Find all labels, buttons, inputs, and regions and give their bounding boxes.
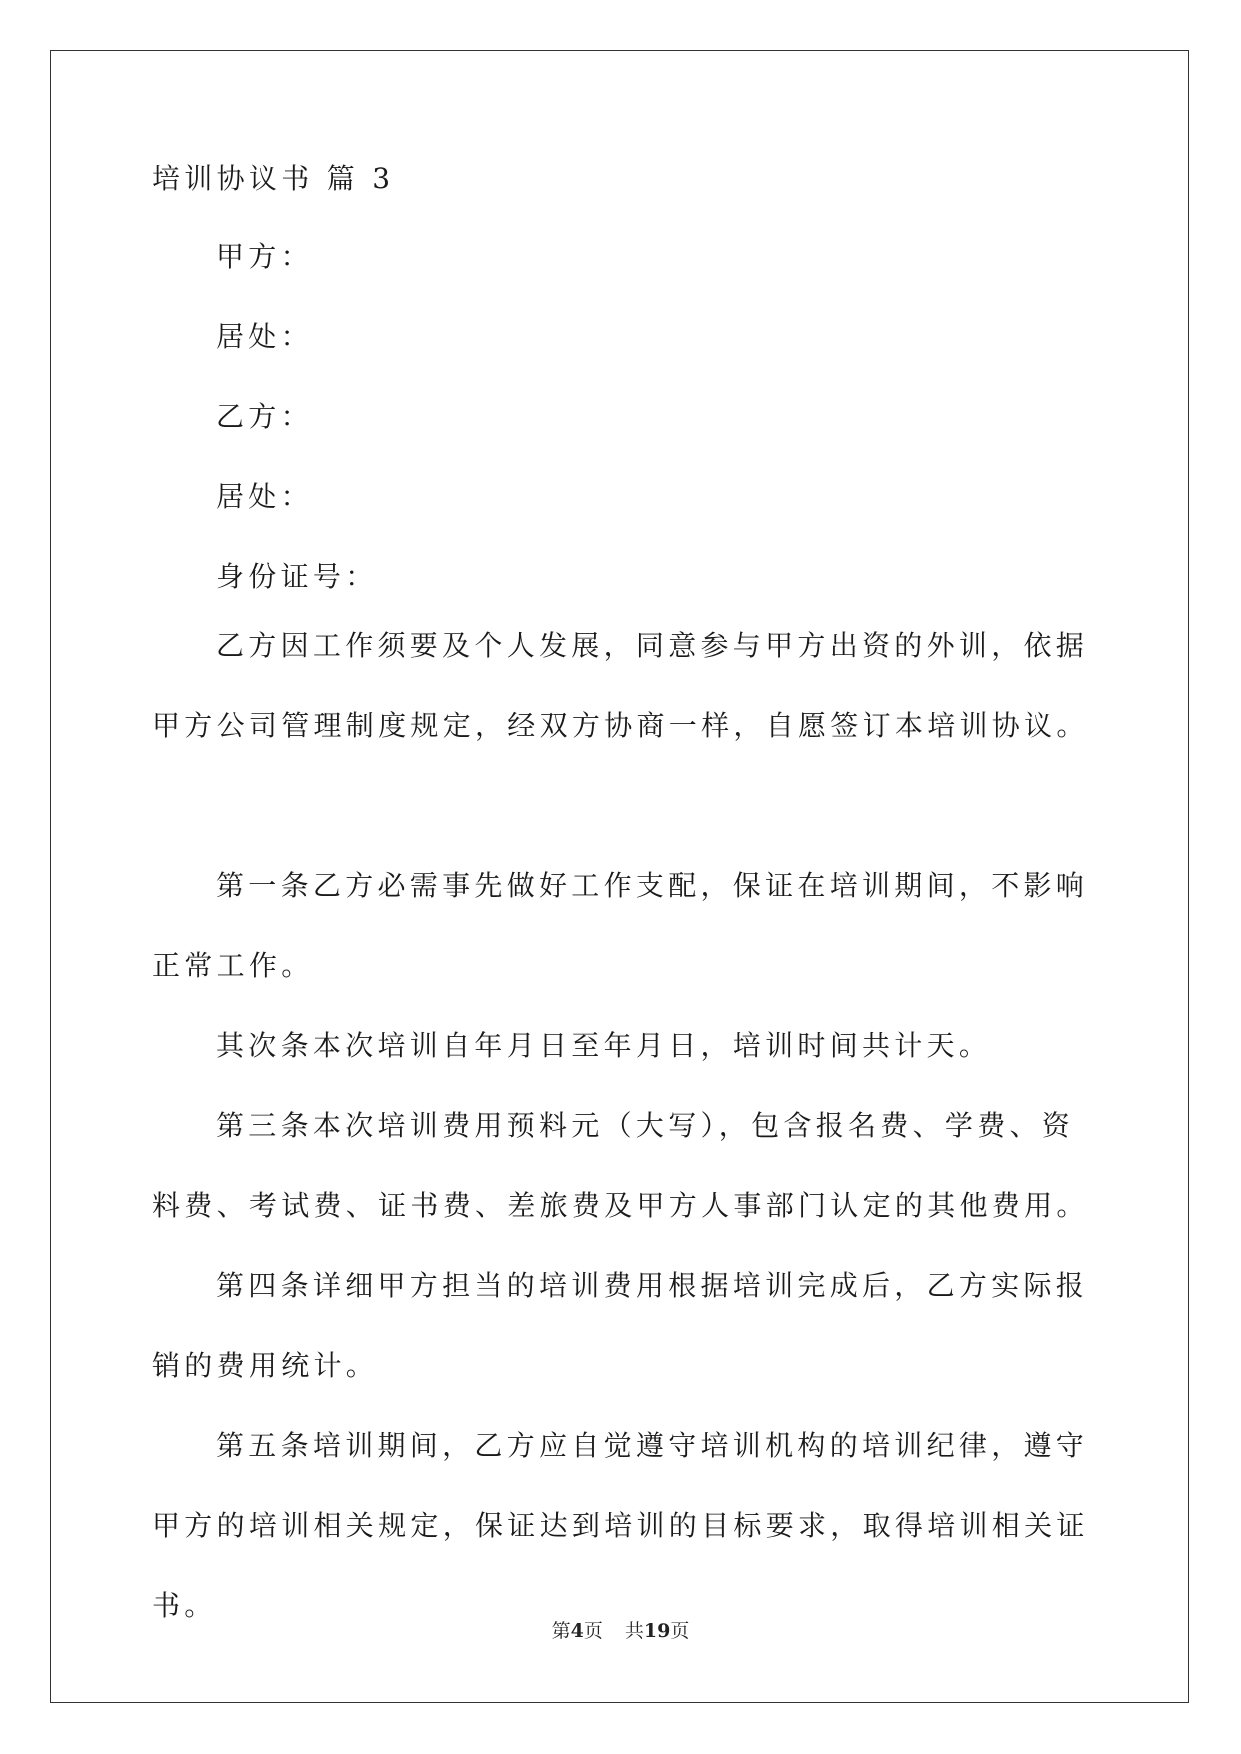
- total-suffix: 页: [670, 1620, 690, 1642]
- field-party-a: 甲方：: [216, 240, 313, 273]
- paragraph-intro: 乙方因工作须要及个人发展，同意参与甲方出资的外训，依据甲方公司管理制度规定，经双方协商一样，自愿签订本培训协议。: [152, 629, 1089, 742]
- field-party-b: 乙方：: [216, 400, 313, 433]
- paragraph-article-5: 第五条培训期间，乙方应自觉遵守培训机构的培训纪律，遵守甲方的培训相关规定，保证达到培训的目标要求，取得培训相关证书。: [152, 1429, 1089, 1622]
- paragraph-article-3: 第三条本次培训费用预料元（大写），包含报名费、学费、资料费、考试费、证书费、差旅费及甲方人事部门认定的其他费用。: [152, 1109, 1089, 1222]
- total-prefix: 共: [624, 1620, 644, 1642]
- field-id-number: 身份证号：: [216, 560, 378, 593]
- paragraph-article-2: 其次条本次培训自年月日至年月日，培训时间共计天。: [216, 1029, 992, 1062]
- paragraph-article-1: 第一条乙方必需事先做好工作支配，保证在培训期间，不影响正常工作。: [152, 869, 1089, 982]
- field-address-b: 居处：: [216, 480, 313, 513]
- page-suffix: 页: [583, 1620, 603, 1642]
- page-prefix: 第: [551, 1620, 571, 1642]
- paragraph-article-4: 第四条详细甲方担当的培训费用根据培训完成后，乙方实际报销的费用统计。: [152, 1269, 1089, 1382]
- page-number: 4: [570, 1620, 584, 1642]
- document-title: 培训协议书 篇 3: [152, 162, 395, 195]
- field-address-a: 居处：: [216, 320, 313, 353]
- page-footer: [0, 1616, 1241, 1643]
- total-pages: 19: [643, 1620, 671, 1642]
